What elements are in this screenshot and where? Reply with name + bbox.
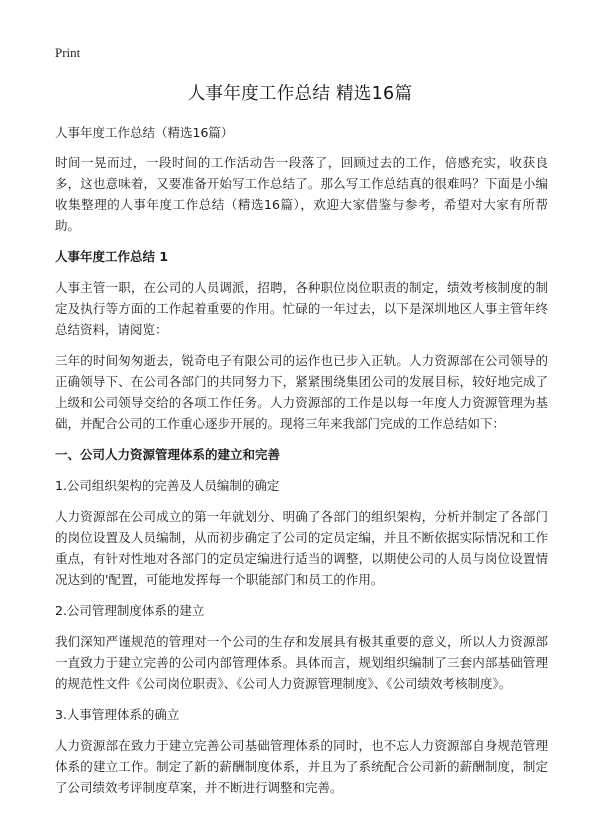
item-title: 1.公司组织架构的完善及人员编制的确定 [55,478,280,493]
document-title: 人事年度工作总结 精选16篇 [187,84,413,104]
document-body [55,122,548,808]
item-title: 3.人事管理体系的确立 [55,707,180,722]
section-heading: 人事年度工作总结 1 [55,249,169,264]
document-subtitle: 人事年度工作总结（精选16篇） [55,125,234,140]
part-heading: 一、公司人力资源管理体系的建立和完善 [55,447,281,462]
section-paragraph: 三年的时间匆匆逝去，锐奇电子有限公司的运作也已步入正轨。人力资源部在公司领导的正确领导下、在公司各部门的共同努力下，紧紧围绕集团公司的发展目标，较好地完成了上级和公司领导交给的各项工作任务。人力资源部的工作是以每一年度人力资源管理为基础，并配合公司的工作重心逐步开展的。现将三年来我部门完成的工作总结如下： [55,353,548,431]
item-paragraph: 我们深知严谨规范的管理对一个公司的生存和发展具有极其重要的意义，所以人力资源部一直致力于建立完善的公司内部管理体系。具体而言，规划组织编制了三套内部基础管理的规范性文件《公司岗位职责》、《公司人力资源管理制度》、《公司绩效考核制度》。 [55,634,548,691]
item-paragraph: 人力资源部在致力于建立完善公司基础管理体系的同时，也不忘人力资源部自身规范管理体系的建立工作。制定了新的薪酬制度体系，并且为了系统配合公司新的薪酬制度，制定了公司绩效考评制度草案，并不断进行调整和完善。 [55,738,548,795]
item-title: 2.公司管理制度体系的建立 [55,603,205,618]
section-paragraph: 人事主管一职，在公司的人员调派，招聘，各种职位岗位职责的制定，绩效考核制度的制定及执行等方面的工作起着重要的作用。忙碌的一年过去，以下是深圳地区人事主管年终总结资料，请阅览： [55,280,548,337]
print-link[interactable]: Print [55,45,81,60]
item-paragraph: 人力资源部在公司成立的第一年就划分、明确了各部门的组织架构，分析并制定了各部门的岗位设置及人员编制，从而初步确定了公司的定员定编，并且不断依据实际情况和工作重点，有针对性地对各部门的定员定编进行适当的调整，以期使公司的人员与岗位设置情况达到的'配置，可能地发挥每一个职能部门和员工的作用。 [55,509,548,587]
intro-paragraph: 时间一晃而过，一段时间的工作活动告一段落了，回顾过去的工作，倍感充实，收获良多，这也意味着，又要准备开始写工作总结了。那么写工作总结真的很难吗？下面是小编收集整理的人事年度工作总结（精选16篇），欢迎大家借鉴与参考，希望对大家有所帮助。 [55,155,548,233]
